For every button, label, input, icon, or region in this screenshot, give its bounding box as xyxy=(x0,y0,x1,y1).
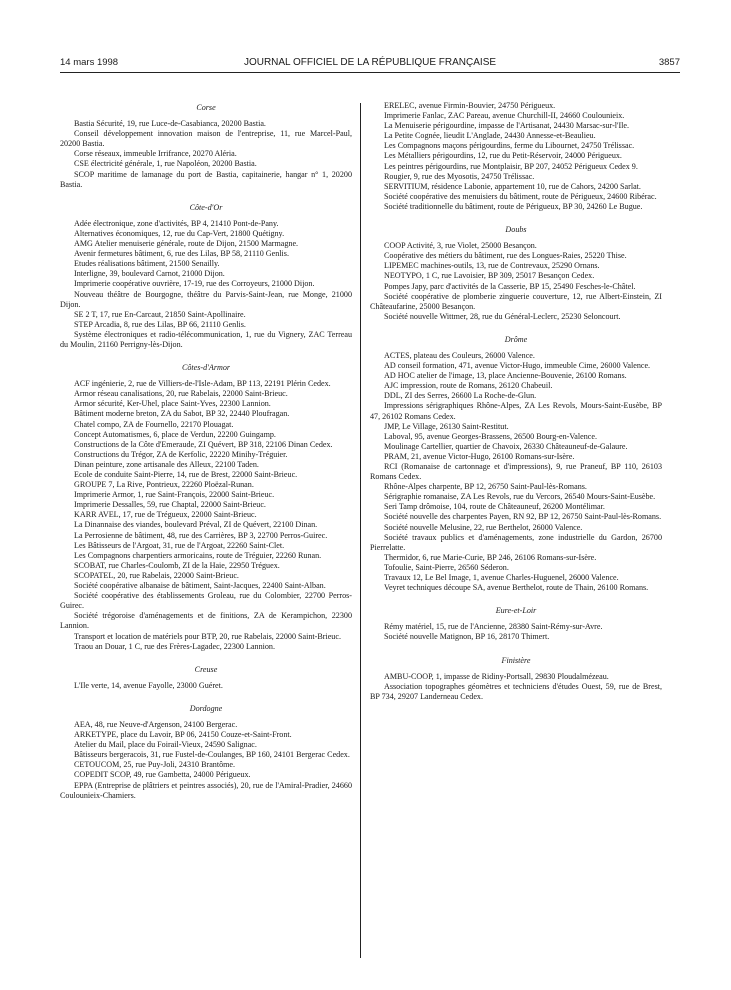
company-entry: Société nouvelle Matignon, BP 16, 28170 Thimert. xyxy=(384,632,550,642)
company-entry: AD conseil formation, 471, avenue Victor-Hugo, immeuble Cime, 26000 Valence. xyxy=(384,361,651,371)
department-heading: Drôme xyxy=(504,334,528,344)
company-entry: Veyret techniques découpe SA, avenue Berthelot, route de Thain, 26100 Romans. xyxy=(384,583,649,593)
company-entry: L'Ile verte, 14, avenue Fayolle, 23000 Guéret. xyxy=(74,680,223,690)
company-entry: COOP Activité, 3, rue Violet, 25000 Besançon. xyxy=(384,241,537,251)
company-entry: SERVITIUM, résidence Labonie, appartement 10, rue de Cahors, 24200 Sarlat. xyxy=(384,181,641,191)
company-entry: Corse réseaux, immeuble Irrifrance, 20270 Aléria. xyxy=(74,149,237,159)
company-entry: Constructions de la Côte d'Emeraude, ZI Quévert, BP 318, 22106 Dinan Cedex. xyxy=(74,439,333,449)
department-heading: Doubs xyxy=(505,225,527,235)
company-entry: AJC impression, route de Romans, 26120 Chabeuil. xyxy=(384,381,553,391)
company-entry: Les peintres périgourdins, rue Montplaisir, BP 207, 24052 Périgueux Cedex 9. xyxy=(384,161,638,171)
company-entry: SCOP maritime de lamanage du port de Bastia, capitainerie, hangar n° 1, 20200 Bastia. xyxy=(60,169,352,189)
company-entry: Nouveau théâtre de Bourgogne, théâtre du Parvis-Saint-Jean, rue Monge, 21000 Dijon. xyxy=(60,289,352,309)
company-entry: Ecole de conduite Saint-Pierre, 14, rue de Brest, 22000 Saint-Brieuc. xyxy=(74,470,298,479)
company-entry: Imprimerie Fanlac, ZAC Pareau, avenue Churchill-II, 24660 Coulounieix. xyxy=(384,111,625,121)
company-entry: Conseil développement innovation maison de l'entreprise, 11, rue Marcel-Paul, 20200 Bastia. xyxy=(60,129,352,149)
company-entry: Imprimerie Armor, 1, rue Saint-François, 22000 Saint-Brieuc. xyxy=(74,490,275,500)
company-entry: Société nouvelle des charpentes Payen, RN 92, BP 12, 26750 Saint-Paul-lès-Romans. xyxy=(384,512,662,522)
company-entry: Impressions sérigraphiques Rhône-Alpes, ZA Les Revols, Mours-Saint-Eusèbe, BP 47, 26102 Romans Cedex. xyxy=(370,401,662,421)
company-entry: ACF ingénierie, 2, rue de Villiers-de-l'Isle-Adam, BP 113, 22191 Plérin Cedex. xyxy=(74,379,331,389)
company-entry: Société traditionnelle du bâtiment, route de Périgueux, BP 30, 24260 Le Bugue. xyxy=(384,201,643,211)
company-entry: Imprimerie coopérative ouvrière, 17-19, rue des Corroyeurs, 21000 Dijon. xyxy=(74,279,315,289)
company-entry: GROUPE 7, La Rive, Pontrieux, 22260 Ploëzal-Runan. xyxy=(74,480,254,490)
company-entry: SCOPATEL, 20, rue Rabelais, 22000 Saint-Brieuc. xyxy=(74,570,239,580)
header-date: 14 mars 1998 xyxy=(60,57,119,68)
department-heading: Dordogne xyxy=(189,703,223,713)
company-entry: Société trégoroise d'aménagements et de finitions, ZA de Kerampichon, 22300 Lannion. xyxy=(60,611,352,631)
company-entry: RCI (Romanaise de cartonnage et d'impressions), 9, rue Praneuf, BP 110, 26103 Romans Cedex. xyxy=(370,462,662,482)
department-heading: Côtes-d'Armor xyxy=(181,363,231,373)
journal-title: JOURNAL OFFICIEL DE LA RÉPUBLIQUE FRANÇAISE xyxy=(243,57,497,68)
page-header xyxy=(60,56,680,70)
company-entry: Chatel compo, ZA de Fournello, 22170 Plouagat. xyxy=(74,419,234,429)
company-entry: La Dinannaise des viandes, boulevard Préval, ZI de Quévert, 22100 Dinan. xyxy=(74,520,318,530)
company-entry: Bâtiment moderne breton, ZA du Sabot, BP 32, 22440 Ploufragan. xyxy=(74,409,290,419)
company-entry: Thermidor, 6, rue Marie-Curie, BP 246, 26106 Romans-sur-Isère. xyxy=(384,552,597,562)
company-entry: AD HOC atelier de l'image, 13, place Ancienne-Bouvenie, 26100 Romans. xyxy=(384,371,627,381)
department-heading: Creuse xyxy=(194,664,218,674)
header-rule xyxy=(60,72,680,73)
company-entry: ERELEC, avenue Firmin-Bouvier, 24750 Périgueux. xyxy=(384,101,556,110)
company-entry: Transport et location de matériels pour BTP, 20, rue Rabelais, 22000 Saint-Brieuc. xyxy=(74,631,341,641)
company-entry: ACTES, plateau des Couleurs, 26000 Valence. xyxy=(384,350,535,360)
company-entry: Dinan peinture, zone artisanale des Alleux, 22100 Taden. xyxy=(74,459,259,469)
company-entry: Laboval, 95, avenue Georges-Brassens, 26500 Bourg-en-Valence. xyxy=(384,431,597,441)
company-entry: CETOUCOM, 25, rue Puy-Joli, 24310 Brantôme. xyxy=(74,760,236,770)
company-entry: CSE électricité générale, 1, rue Napoléon, 20200 Bastia. xyxy=(74,159,257,169)
company-entry: Etudes réalisations bâtiment, 21500 Senailly. xyxy=(74,259,220,269)
company-entry: Moulinage Cartellier, quartier de Chavoix, 26330 Châteauneuf-de-Galaure. xyxy=(384,441,628,451)
company-entry: Société travaux publics et d'aménagements, zone industrielle du Gardon, 26700 Pierrelatte. xyxy=(370,532,662,552)
company-entry: Tofoulie, Saint-Pierre, 26560 Séderon. xyxy=(384,562,509,572)
company-entry: Armor réseau canalisations, 20, rue Rabelais, 22000 Saint-Brieuc. xyxy=(74,389,288,399)
company-entry: Adée électronique, zone d'activités, BP 4, 21410 Pont-de-Pany. xyxy=(74,218,279,228)
company-entry: Sérigraphie romanaise, ZA Les Revols, rue du Vercors, 26540 Mours-Saint-Eusèbe. xyxy=(384,492,656,502)
department-heading: Corse xyxy=(196,103,216,112)
company-entry: NEOTYPO, 1 C, rue Lavoisier, BP 309, 25017 Besançon Cedex. xyxy=(384,271,595,281)
company-entry: LIPEMEC machines-outils, 13, rue de Contrevaux, 25290 Ornans. xyxy=(384,261,600,271)
company-entry: Avenir fermetures bâtiment, 6, rue des Lilas, BP 58, 21110 Genlis. xyxy=(74,249,289,259)
company-entry: SE 2 T, 17, rue En-Carcaut, 21850 Saint-Apollinaire. xyxy=(74,309,246,319)
company-entry: La Petite Cognée, lieudit L'Anglade, 24430 Annesse-et-Beaulieu. xyxy=(384,131,596,141)
company-entry: Bâtisseurs bergeracois, 31, rue Fustel-de-Coulanges, BP 160, 24101 Bergerac Cedex. xyxy=(74,750,350,760)
company-entry: La Menuiserie périgourdine, impasse de l'Artisanat, 24430 Marsac-sur-l'Ile. xyxy=(384,121,630,131)
company-entry: Concept Automatismes, 6, place de Verdun, 22200 Guingamp. xyxy=(74,429,276,439)
company-entry: Société coopérative albanaise de bâtiment, Saint-Jacques, 22400 Saint-Alban. xyxy=(74,581,326,591)
company-entry: PRAM, 21, avenue Victor-Hugo, 26100 Romans-sur-Isère. xyxy=(384,451,575,461)
company-entry: AMG Atelier menuiserie générale, route de Dijon, 21500 Marmagne. xyxy=(74,239,299,249)
company-entry: Constructions du Trégor, ZA de Kerfolic, 22220 Minihy-Tréguier. xyxy=(74,449,288,459)
company-entry: KARR AVEL, 17, rue de Trégueux, 22000 Saint-Brieuc. xyxy=(74,510,257,520)
company-entry: La Perrosienne de bâtiment, 48, rue des Carrières, BP 3, 22700 Perros-Guirec. xyxy=(74,530,328,540)
company-entry: Rougier, 9, rue des Myosotis, 24750 Trélissac. xyxy=(384,171,535,181)
company-entry: Les Compagnons maçons périgourdins, ferme du Libournet, 24750 Trélissac. xyxy=(384,141,635,151)
company-entry: Pompes Japy, parc d'activités de la Casserie, BP 15, 25490 Fesches-le-Châtel. xyxy=(384,281,636,291)
company-entry: Traou an Douar, 1 C, rue des Frères-Lagadec, 22300 Lannion. xyxy=(74,641,275,651)
company-entry: Association topographes géomètres et techniciens d'études Ouest, 59, rue de Brest, BP 734, 29207 Landerneau Cedex. xyxy=(370,681,662,701)
company-entry: Interligne, 39, boulevard Carnot, 21000 Dijon. xyxy=(74,269,225,279)
company-entry: COPEDIT SCOP, 49, rue Gambetta, 24000 Périgueux. xyxy=(74,770,251,780)
company-entry: Alternatives économiques, 12, rue du Cap-Vert, 21800 Quétigny. xyxy=(74,228,285,238)
company-entry: AEA, 48, rue Neuve-d'Argenson, 24100 Bergerac. xyxy=(74,719,238,729)
company-entry: DDL, ZI des Serres, 26600 La Roche-de-Glun. xyxy=(384,391,537,401)
department-heading: Finistère xyxy=(501,655,531,665)
right-column xyxy=(370,101,662,702)
company-entry: Les Bâtisseurs de l'Argoat, 31, rue de l'Argoat, 22260 Saint-Clet. xyxy=(74,540,285,550)
company-entry: Société nouvelle Melusine, 22, rue Berthelot, 26000 Valence. xyxy=(384,522,583,532)
page-number: 3857 xyxy=(658,57,680,68)
company-entry: Rémy matériel, 15, rue de l'Ancienne, 28380 Saint-Rémy-sur-Avre. xyxy=(384,622,603,632)
company-entry: Bastia Sécurité, 19, rue Luce-de-Casabianca, 20200 Bastia. xyxy=(74,119,266,129)
company-entry: Rhône-Alpes charpente, BP 12, 26750 Saint-Paul-lès-Romans. xyxy=(384,482,587,492)
company-entry: STEP Arcadia, 8, rue des Lilas, BP 66, 21110 Genlis. xyxy=(74,319,246,329)
company-entry: AMBU-COOP, 1, impasse de Ridiny-Portsall, 29830 Ploudalmézeau. xyxy=(384,671,609,681)
company-entry: EPPA (Entreprise de plâtriers et peintres associés), 20, rue de l'Amiral-Pradier, 24660 Coulounieix-Chamiers. xyxy=(60,780,352,800)
company-entry: Société coopérative des établissements Groleau, rue du Colombier, 22700 Perros-Guirec. xyxy=(60,591,352,611)
company-entry: Seri Tamp drômoise, 104, route de Châteauneuf, 26200 Montélimar. xyxy=(384,502,605,512)
company-entry: Coopérative des métiers du bâtiment, rue des Longues-Raies, 25220 Thise. xyxy=(384,251,627,261)
company-entry: Les Métalliers périgourdins, 12, rue du Petit-Réservoir, 24000 Périgueux. xyxy=(384,151,622,161)
company-entry: Système électroniques et radio-télécommunication, 1, rue du Vignery, ZAC Terreau du Moulin, 21160 Perrigny-lès-Dijon. xyxy=(60,329,352,349)
company-entry: Armor sécurité, Ker-Uhel, place Saint-Yves, 22300 Lannion. xyxy=(74,399,271,409)
column-divider xyxy=(360,103,361,958)
company-entry: ARKETYPE, place du Lavoir, BP 06, 24150 Couze-et-Saint-Front. xyxy=(74,730,292,740)
department-heading: Eure-et-Loir xyxy=(495,606,537,616)
company-entry: SCOBAT, rue Charles-Coulomb, ZI de la Haie, 22950 Tréguex. xyxy=(74,560,280,570)
company-entry: Société coopérative des menuisiers du bâtiment, route de Périgueux, 24600 Ribérac. xyxy=(384,191,657,201)
company-entry: Travaux 12, Le Bel Image, 1, avenue Charles-Huguenel, 26000 Valence. xyxy=(384,573,619,583)
department-heading: Côte-d'Or xyxy=(189,202,223,212)
company-entry: Société coopérative de plomberie zinguerie couverture, 12, rue Albert-Einstein, ZI Châteaufarine, 25000 Besançon. xyxy=(370,291,662,311)
left-column xyxy=(60,103,352,801)
company-entry: Atelier du Mail, place du Foirail-Vieux, 24590 Salignac. xyxy=(74,740,257,750)
company-entry: Les Compagnons charpentiers armoricains, route de Tréguier, 22260 Runan. xyxy=(74,550,322,560)
company-entry: Imprimerie Dessalles, 59, rue Chaptal, 22000 Saint-Brieuc. xyxy=(74,500,266,510)
company-entry: JMP, Le Village, 26130 Saint-Restitut. xyxy=(384,421,509,431)
company-entry: Société nouvelle Wittmer, 28, rue du Général-Leclerc, 25230 Seloncourt. xyxy=(384,311,621,321)
